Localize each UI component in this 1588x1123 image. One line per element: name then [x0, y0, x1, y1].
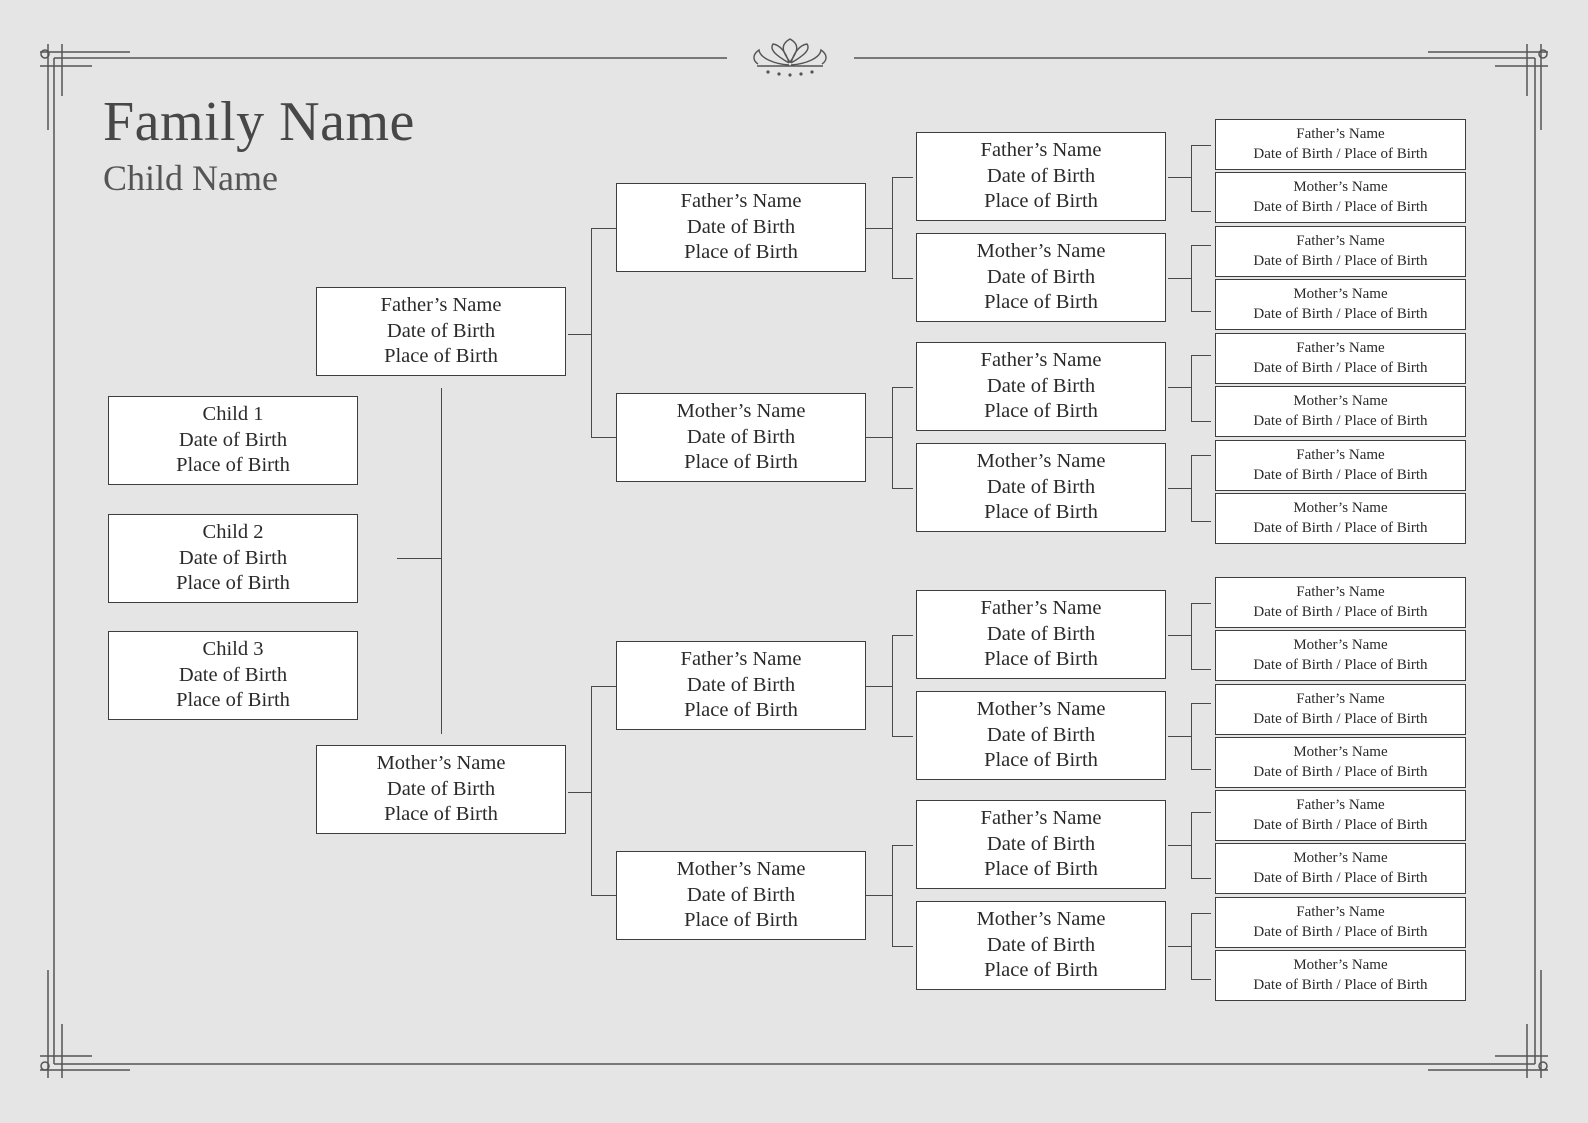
date-of-birth: Date of Birth — [986, 374, 1096, 397]
person-name: Father’s Name — [980, 597, 1102, 620]
place-of-birth: Place of Birth — [176, 454, 290, 477]
person-name: Mother’s Name — [1293, 393, 1388, 409]
date-place-of-birth: Date of Birth / Place of Birth — [1253, 656, 1428, 673]
child-name: Child 1 — [202, 403, 264, 426]
person-name: Father’s Name — [980, 139, 1102, 162]
person-name: Mother’s Name — [1293, 850, 1388, 866]
child-name: Child 2 — [202, 521, 264, 544]
date-of-birth: Date of Birth — [986, 933, 1096, 956]
person-name: Mother’s Name — [1293, 286, 1388, 302]
date-of-birth: Date of Birth — [386, 319, 496, 342]
person-name: Mother’s Name — [676, 858, 806, 881]
person-name: Father’s Name — [1296, 584, 1385, 600]
person-name: Mother’s Name — [976, 698, 1106, 721]
person-name: Mother’s Name — [1293, 179, 1388, 195]
date-place-of-birth: Date of Birth / Place of Birth — [1253, 466, 1428, 483]
person-name: Father’s Name — [1296, 233, 1385, 249]
grandparent-box[interactable] — [616, 393, 866, 482]
person-name: Father’s Name — [1296, 904, 1385, 920]
date-place-of-birth: Date of Birth / Place of Birth — [1253, 710, 1428, 727]
person-name: Father’s Name — [680, 648, 802, 671]
place-of-birth: Place of Birth — [984, 501, 1098, 524]
place-of-birth: Place of Birth — [684, 699, 798, 722]
person-name: Father’s Name — [980, 807, 1102, 830]
date-of-birth: Date of Birth — [178, 663, 288, 686]
person-name: Father’s Name — [1296, 691, 1385, 707]
great-grandparent-box[interactable] — [916, 691, 1166, 780]
date-of-birth: Date of Birth — [686, 883, 796, 906]
gg-grandparent-box[interactable] — [1215, 119, 1466, 170]
date-place-of-birth: Date of Birth / Place of Birth — [1253, 198, 1428, 215]
ornament-icon — [754, 39, 826, 66]
place-of-birth: Place of Birth — [984, 190, 1098, 213]
date-place-of-birth: Date of Birth / Place of Birth — [1253, 252, 1428, 269]
person-name: Mother’s Name — [976, 240, 1106, 263]
date-place-of-birth: Date of Birth / Place of Birth — [1253, 869, 1428, 886]
gg-grandparent-box[interactable] — [1215, 897, 1466, 948]
date-of-birth: Date of Birth — [986, 164, 1096, 187]
gg-grandparent-box[interactable] — [1215, 790, 1466, 841]
gg-grandparent-box[interactable] — [1215, 440, 1466, 491]
date-of-birth: Date of Birth — [386, 777, 496, 800]
person-name: Father’s Name — [1296, 340, 1385, 356]
gg-grandparent-box[interactable] — [1215, 386, 1466, 437]
person-name: Father’s Name — [1296, 797, 1385, 813]
grandparent-box[interactable] — [616, 851, 866, 940]
child-3-box[interactable] — [108, 631, 358, 720]
gg-grandparent-box[interactable] — [1215, 333, 1466, 384]
place-of-birth: Place of Birth — [984, 648, 1098, 671]
person-name: Mother’s Name — [976, 450, 1106, 473]
date-of-birth: Date of Birth — [986, 265, 1096, 288]
date-place-of-birth: Date of Birth / Place of Birth — [1253, 412, 1428, 429]
person-name: Father’s Name — [980, 349, 1102, 372]
gg-grandparent-box[interactable] — [1215, 630, 1466, 681]
date-place-of-birth: Date of Birth / Place of Birth — [1253, 359, 1428, 376]
gg-grandparent-box[interactable] — [1215, 493, 1466, 544]
place-of-birth: Place of Birth — [384, 803, 498, 826]
place-of-birth: Place of Birth — [176, 689, 290, 712]
place-of-birth: Place of Birth — [684, 241, 798, 264]
date-of-birth: Date of Birth — [986, 832, 1096, 855]
date-of-birth: Date of Birth — [986, 622, 1096, 645]
gg-grandparent-box[interactable] — [1215, 172, 1466, 223]
date-of-birth: Date of Birth — [986, 723, 1096, 746]
child-1-box[interactable] — [108, 396, 358, 485]
gg-grandparent-box[interactable] — [1215, 843, 1466, 894]
date-place-of-birth: Date of Birth / Place of Birth — [1253, 923, 1428, 940]
gg-grandparent-box[interactable] — [1215, 279, 1466, 330]
place-of-birth: Place of Birth — [984, 959, 1098, 982]
date-of-birth: Date of Birth — [986, 475, 1096, 498]
date-of-birth: Date of Birth — [686, 673, 796, 696]
great-grandparent-box[interactable] — [916, 590, 1166, 679]
child-name: Child 3 — [202, 638, 264, 661]
grandparent-box[interactable] — [616, 641, 866, 730]
date-of-birth: Date of Birth — [686, 215, 796, 238]
date-place-of-birth: Date of Birth / Place of Birth — [1253, 976, 1428, 993]
place-of-birth: Place of Birth — [684, 909, 798, 932]
date-place-of-birth: Date of Birth / Place of Birth — [1253, 763, 1428, 780]
great-grandparent-box[interactable] — [916, 901, 1166, 990]
date-of-birth: Date of Birth — [178, 546, 288, 569]
person-name: Mother’s Name — [1293, 744, 1388, 760]
family-name-title: Family Name — [103, 91, 415, 153]
parent-mother-box[interactable] — [316, 745, 566, 834]
child-2-box[interactable] — [108, 514, 358, 603]
person-name: Mother’s Name — [676, 400, 806, 423]
date-of-birth: Date of Birth — [686, 425, 796, 448]
gg-grandparent-box[interactable] — [1215, 226, 1466, 277]
person-name: Mother’s Name — [376, 752, 506, 775]
child-name-subtitle: Child Name — [103, 158, 278, 198]
grandparent-box[interactable] — [616, 183, 866, 272]
date-of-birth: Date of Birth — [178, 428, 288, 451]
place-of-birth: Place of Birth — [984, 400, 1098, 423]
person-name: Mother’s Name — [1293, 957, 1388, 973]
gg-grandparent-box[interactable] — [1215, 737, 1466, 788]
person-name: Mother’s Name — [1293, 637, 1388, 653]
gg-grandparent-box[interactable] — [1215, 950, 1466, 1001]
place-of-birth: Place of Birth — [984, 749, 1098, 772]
person-name: Father’s Name — [680, 190, 802, 213]
date-place-of-birth: Date of Birth / Place of Birth — [1253, 816, 1428, 833]
great-grandparent-box[interactable] — [916, 800, 1166, 889]
parent-father-box[interactable] — [316, 287, 566, 376]
person-name: Father’s Name — [380, 294, 502, 317]
gg-grandparent-box[interactable] — [1215, 577, 1466, 628]
great-grandparent-box[interactable] — [916, 233, 1166, 322]
date-place-of-birth: Date of Birth / Place of Birth — [1253, 603, 1428, 620]
person-name: Father’s Name — [1296, 447, 1385, 463]
place-of-birth: Place of Birth — [384, 345, 498, 368]
person-name: Mother’s Name — [976, 908, 1106, 931]
place-of-birth: Place of Birth — [684, 451, 798, 474]
great-grandparent-box[interactable] — [916, 443, 1166, 532]
person-name: Father’s Name — [1296, 126, 1385, 142]
great-grandparent-box[interactable] — [916, 132, 1166, 221]
place-of-birth: Place of Birth — [984, 291, 1098, 314]
great-grandparent-box[interactable] — [916, 342, 1166, 431]
date-place-of-birth: Date of Birth / Place of Birth — [1253, 145, 1428, 162]
date-place-of-birth: Date of Birth / Place of Birth — [1253, 305, 1428, 322]
place-of-birth: Place of Birth — [176, 572, 290, 595]
person-name: Mother’s Name — [1293, 500, 1388, 516]
gg-grandparent-box[interactable] — [1215, 684, 1466, 735]
date-place-of-birth: Date of Birth / Place of Birth — [1253, 519, 1428, 536]
place-of-birth: Place of Birth — [984, 858, 1098, 881]
